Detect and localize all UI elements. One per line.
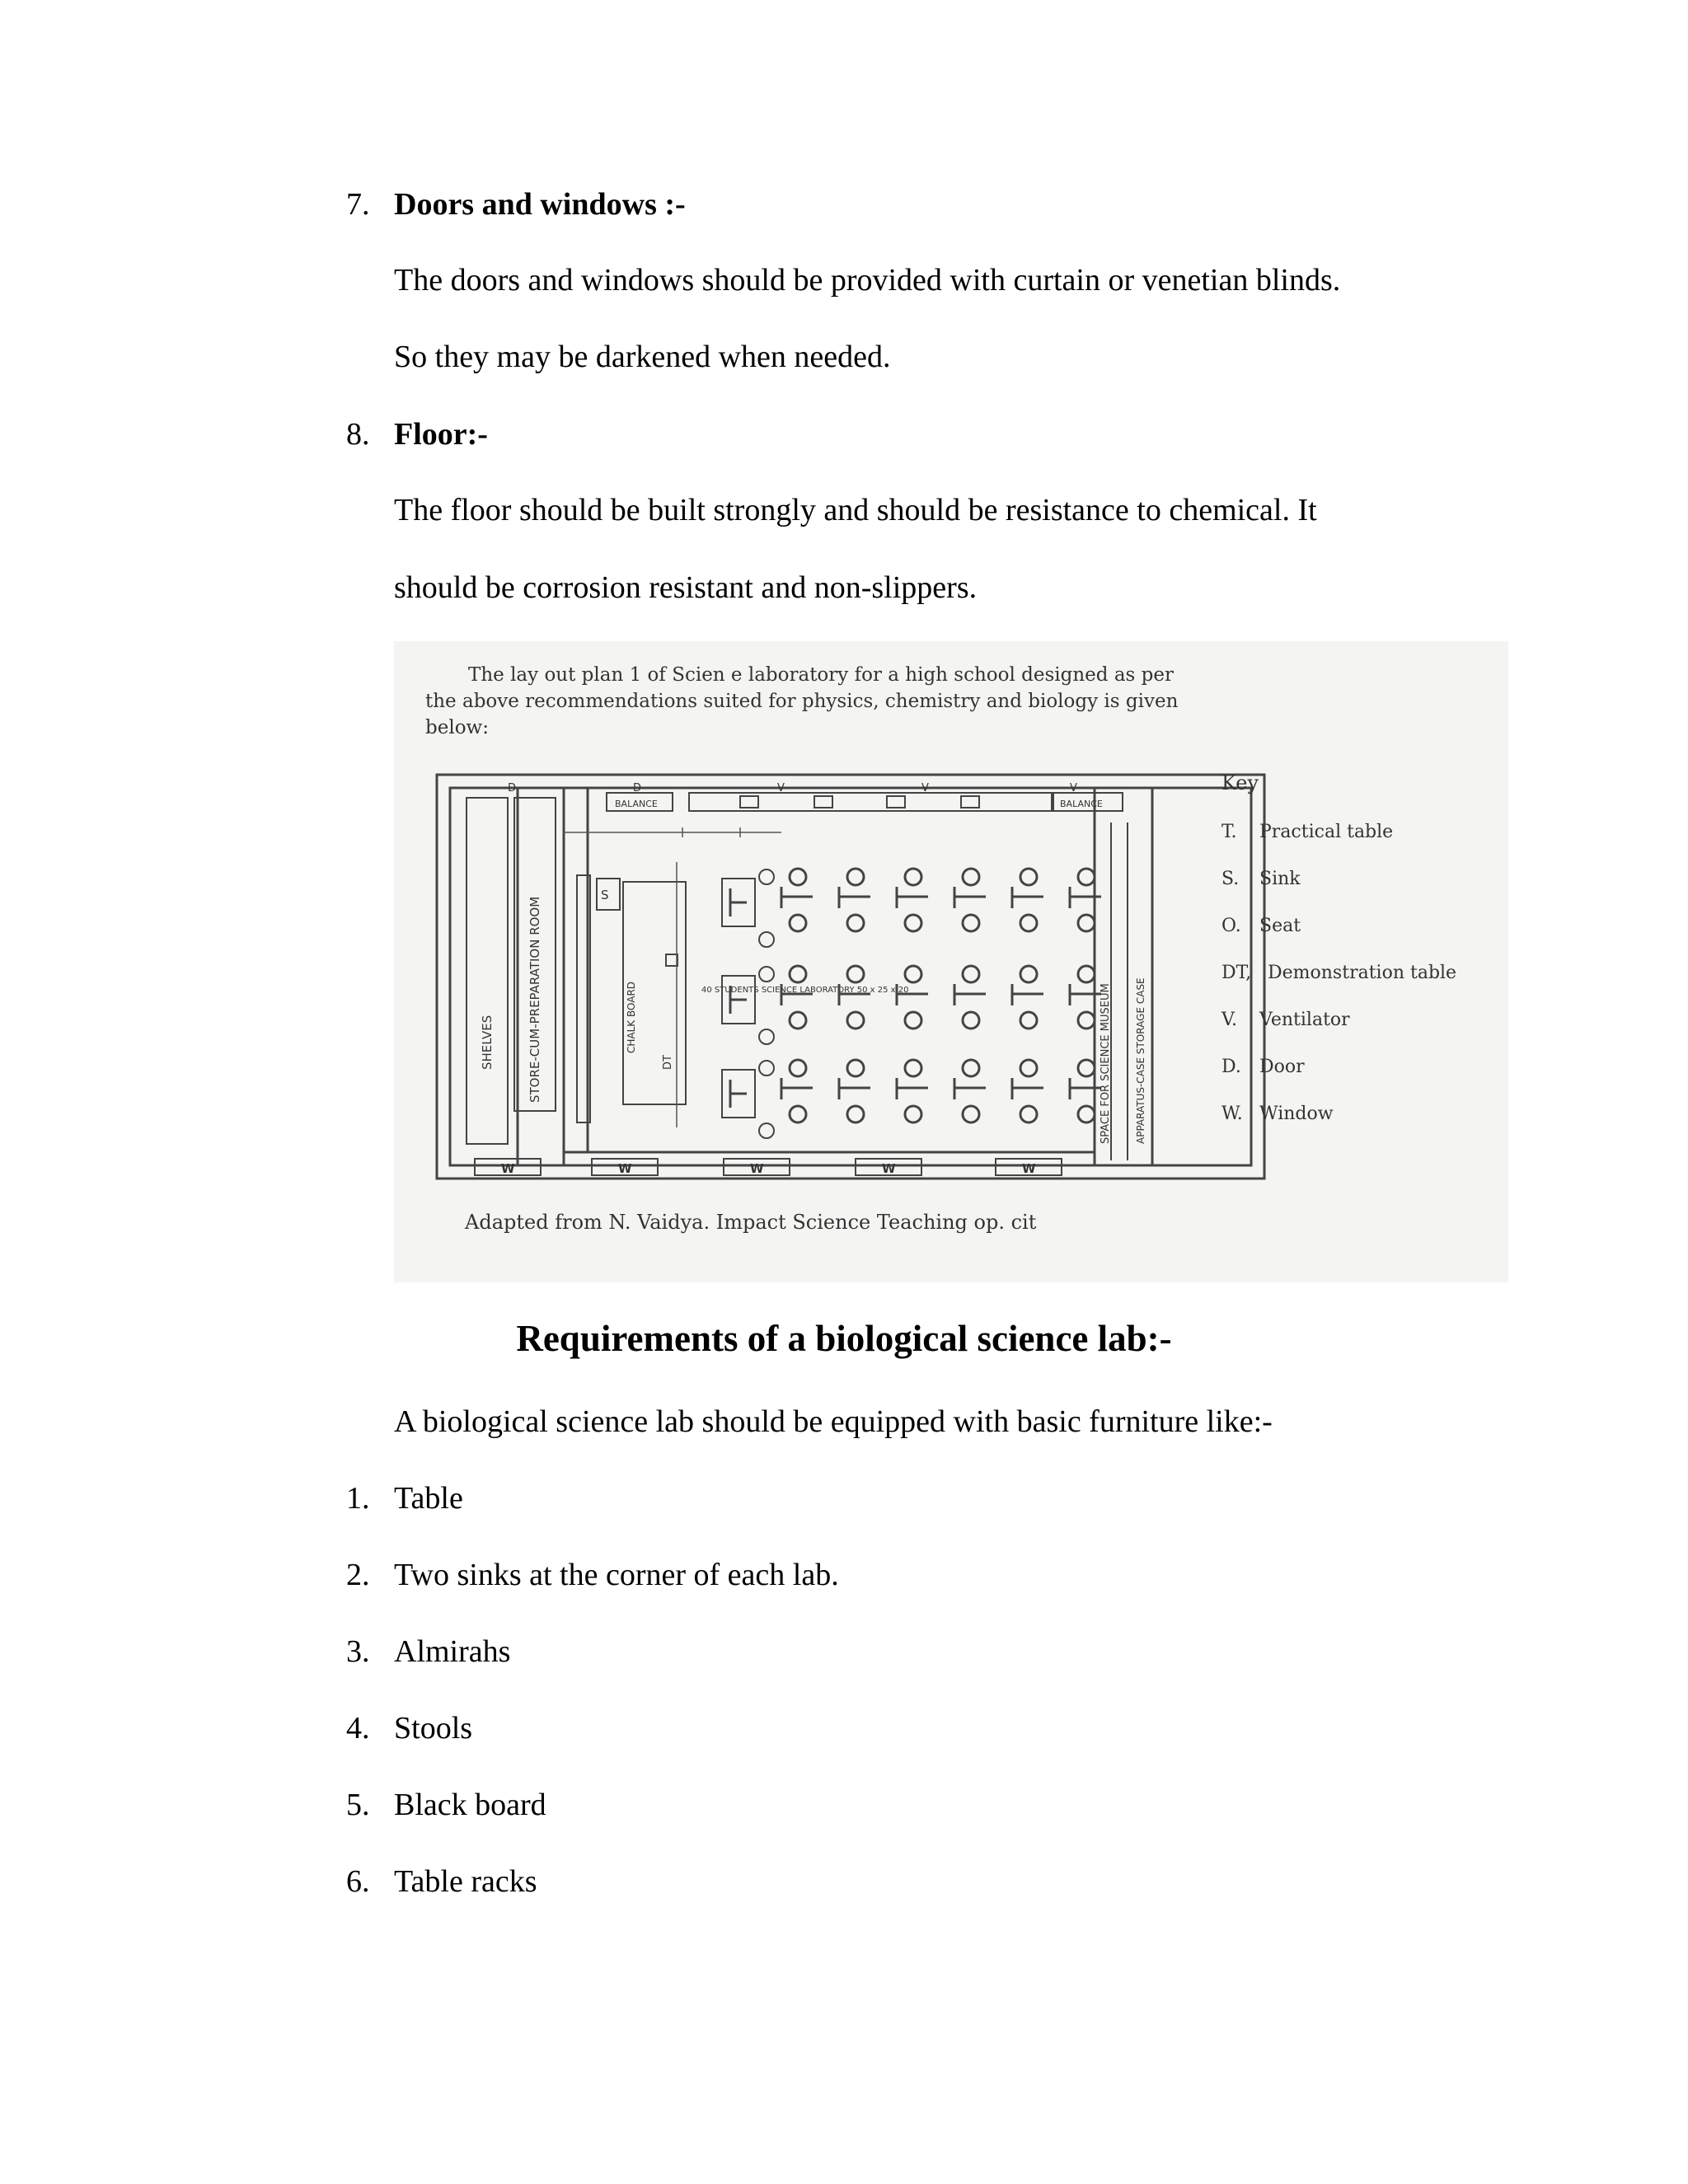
top-strip bbox=[607, 793, 1123, 811]
seat bbox=[963, 1060, 979, 1076]
list-item-number: 6. bbox=[346, 1864, 370, 1899]
key-label: Window bbox=[1259, 1104, 1334, 1124]
section-heading-doors: Doors and windows :- bbox=[394, 187, 686, 222]
label-shelves: SHELVES bbox=[480, 1015, 495, 1070]
key-label: Sink bbox=[1259, 869, 1301, 889]
seat bbox=[905, 966, 921, 982]
seat bbox=[847, 966, 864, 982]
seat bbox=[963, 966, 979, 982]
seat bbox=[790, 869, 806, 885]
label-store-room: STORE-CUM-PREPARATION ROOM bbox=[528, 896, 542, 1103]
seat bbox=[847, 1060, 864, 1076]
seat bbox=[847, 1106, 864, 1122]
seat bbox=[963, 915, 979, 931]
key-code: D. bbox=[1221, 1057, 1241, 1077]
seat bbox=[963, 1106, 979, 1122]
list-item-number: 1. bbox=[346, 1481, 370, 1516]
seat bbox=[1020, 869, 1037, 885]
section-number: 7. bbox=[346, 187, 370, 222]
key-label: Ventilator bbox=[1259, 1010, 1350, 1030]
paragraph-line: should be corrosion resistant and non-slippers. bbox=[394, 570, 978, 605]
seat bbox=[790, 1060, 806, 1076]
label-door: D bbox=[633, 782, 642, 794]
key-label: Demonstration table bbox=[1268, 963, 1457, 983]
paragraph-line: The floor should be built strongly and should be resistance to chemical. It bbox=[394, 493, 1317, 527]
label-science-museum: SPACE FOR SCIENCE MUSEUM bbox=[1100, 983, 1112, 1144]
seat bbox=[963, 1012, 979, 1029]
label-room-dimensions: 40 STUDENTS SCIENCE LABORATORY 50 x 25 x 20 bbox=[701, 986, 909, 995]
key-code: S. bbox=[1221, 869, 1240, 889]
label-ventilator: V bbox=[921, 782, 929, 794]
seat bbox=[790, 915, 806, 931]
seat bbox=[790, 1012, 806, 1029]
seat bbox=[1078, 915, 1095, 931]
seat bbox=[905, 1060, 921, 1076]
key-code: W. bbox=[1221, 1104, 1243, 1124]
figure-source: Adapted from N. Vaidya. Impact Science Teaching op. cit bbox=[465, 1211, 1037, 1234]
key-title: Key bbox=[1221, 771, 1259, 794]
label-ventilator: V bbox=[1070, 782, 1077, 794]
label-window: W bbox=[501, 1161, 515, 1176]
seat bbox=[847, 915, 864, 931]
list-item-number: 5. bbox=[346, 1788, 370, 1822]
seat bbox=[905, 1106, 921, 1122]
label-window: W bbox=[882, 1161, 896, 1176]
label-storage-case: APPARATUS-CASE STORAGE CASE bbox=[1135, 977, 1146, 1144]
key-label: Seat bbox=[1259, 916, 1301, 936]
list-item: Two sinks at the corner of each lab. bbox=[394, 1558, 839, 1592]
lab-layout-plan-svg bbox=[394, 641, 1508, 1282]
sink bbox=[759, 1123, 774, 1138]
seat bbox=[1020, 1060, 1037, 1076]
sink bbox=[759, 869, 774, 884]
practical-tables bbox=[722, 869, 1101, 1138]
seat bbox=[1078, 1012, 1095, 1029]
seat bbox=[1020, 1106, 1037, 1122]
sink bbox=[759, 967, 774, 982]
museum-storage bbox=[1111, 823, 1128, 1160]
seat bbox=[847, 1012, 864, 1029]
figure-caption: The lay out plan 1 of Scien e laboratory for a high school designed as per bbox=[468, 664, 1174, 686]
dimension-marks bbox=[563, 827, 781, 1127]
sink bbox=[759, 1029, 774, 1044]
sink bbox=[759, 932, 774, 947]
label-ventilator: V bbox=[777, 782, 785, 794]
requirements-intro: A biological science lab should be equipped with basic furniture like:- bbox=[394, 1404, 1273, 1439]
list-item-number: 4. bbox=[346, 1711, 370, 1746]
list-item: Stools bbox=[394, 1711, 473, 1746]
label-window: W bbox=[618, 1161, 632, 1176]
key-code: T. bbox=[1221, 822, 1237, 842]
section-heading-floor: Floor:- bbox=[394, 417, 488, 452]
seat bbox=[905, 915, 921, 931]
label-demonstration-table: DT bbox=[662, 1055, 674, 1070]
seat bbox=[1020, 1012, 1037, 1029]
paragraph-line: The doors and windows should be provided with curtain or venetian blinds. bbox=[394, 263, 1341, 298]
seat bbox=[1078, 1106, 1095, 1122]
seat bbox=[1078, 966, 1095, 982]
seat bbox=[847, 869, 864, 885]
label-window: W bbox=[1022, 1161, 1036, 1176]
list-item-number: 2. bbox=[346, 1558, 370, 1592]
seat bbox=[1078, 1060, 1095, 1076]
label-chalk-board: CHALK BOARD bbox=[626, 981, 637, 1053]
label-balance-right: BALANCE bbox=[1060, 799, 1103, 809]
label-window: W bbox=[750, 1161, 764, 1176]
label-sink: S bbox=[601, 888, 609, 902]
list-item: Almirahs bbox=[394, 1634, 511, 1669]
key-label: Door bbox=[1259, 1057, 1305, 1077]
sink bbox=[759, 1061, 774, 1076]
key-code: DT, bbox=[1221, 963, 1252, 983]
figure-caption: the above recommendations suited for physics, chemistry and biology is given bbox=[425, 691, 1179, 712]
seat bbox=[963, 869, 979, 885]
requirements-title: Requirements of a biological science lab:- bbox=[516, 1318, 1172, 1359]
list-item: Black board bbox=[394, 1788, 546, 1822]
seat bbox=[905, 1012, 921, 1029]
paragraph-line: So they may be darkened when needed. bbox=[394, 340, 891, 374]
key-code: V. bbox=[1221, 1010, 1238, 1030]
lab-layout-figure bbox=[394, 641, 1508, 1282]
list-item: Table racks bbox=[394, 1864, 537, 1899]
label-door: D bbox=[508, 782, 517, 794]
figure-caption: below: bbox=[425, 717, 489, 738]
list-item: Table bbox=[394, 1481, 463, 1516]
key-list bbox=[1221, 822, 1456, 1124]
seat bbox=[1020, 915, 1037, 931]
label-balance-left: BALANCE bbox=[615, 799, 658, 809]
seat bbox=[905, 869, 921, 885]
section-number: 8. bbox=[346, 417, 370, 452]
seat bbox=[1078, 869, 1095, 885]
key-code: O. bbox=[1221, 916, 1241, 936]
seat bbox=[790, 1106, 806, 1122]
seat bbox=[1020, 966, 1037, 982]
list-item-number: 3. bbox=[346, 1634, 370, 1669]
key-label: Practical table bbox=[1259, 822, 1394, 842]
seat bbox=[790, 966, 806, 982]
